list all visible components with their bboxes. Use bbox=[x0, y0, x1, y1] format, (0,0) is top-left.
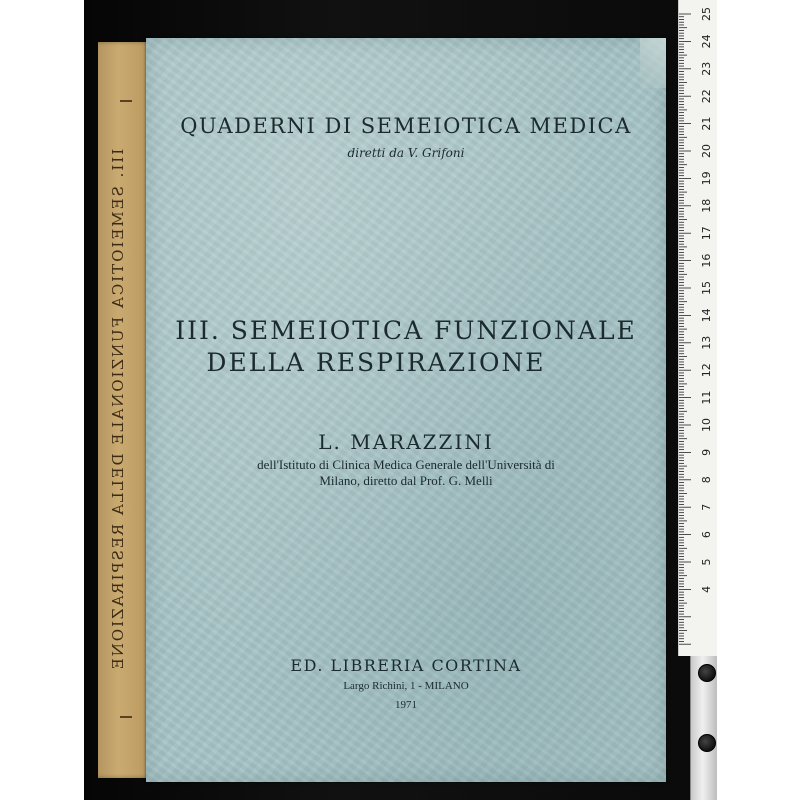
ruler-label: 25 bbox=[700, 7, 713, 21]
ruler-label: 9 bbox=[700, 448, 713, 456]
ruler-label: 12 bbox=[700, 363, 713, 378]
screw-icon bbox=[698, 664, 716, 682]
book-cover bbox=[146, 38, 666, 782]
ruler-label: 8 bbox=[700, 476, 713, 484]
book-title-line-1: III. SEMEIOTICA FUNZIONALE bbox=[175, 316, 637, 345]
ruler-label: 16 bbox=[700, 253, 713, 268]
author-affiliation-line-2: Milano, diretto dal Prof. G. Melli bbox=[319, 473, 493, 488]
ruler-label: 15 bbox=[700, 281, 713, 295]
ruler-label: 6 bbox=[700, 531, 713, 539]
measuring-ruler bbox=[678, 0, 717, 656]
publisher-name: ED. LIBRERIA CORTINA bbox=[290, 656, 522, 675]
ruler-label: 11 bbox=[700, 390, 713, 405]
ruler-label: 24 bbox=[700, 34, 713, 49]
screw-icon bbox=[698, 734, 716, 752]
ruler-label: 22 bbox=[700, 89, 713, 104]
ruler-label: 20 bbox=[700, 144, 713, 158]
ruler-label: 21 bbox=[700, 116, 713, 131]
ruler-label: 14 bbox=[700, 308, 713, 323]
ruler-scale bbox=[679, 0, 717, 656]
book-title-line-2: DELLA RESPIRAZIONE bbox=[206, 348, 546, 377]
cover-worn-corner bbox=[640, 38, 666, 88]
author-name: L. MARAZZINI bbox=[318, 430, 494, 454]
ruler-label: 7 bbox=[700, 503, 713, 511]
publication-year: 1971 bbox=[395, 699, 417, 711]
spine-title-text: III. SEMEIOTICA FUNZIONALE DELLA RESPIRAZIONE bbox=[109, 148, 127, 672]
author-affiliation-line-1: dell'Istituto di Clinica Medica Generale dell'Università di bbox=[257, 457, 555, 472]
publisher-address: Largo Richini, 1 - MILANO bbox=[343, 680, 469, 692]
spine-mark bbox=[120, 716, 132, 718]
series-title: QUADERNI DI SEMEIOTICA MEDICA bbox=[180, 114, 632, 138]
ruler-label: 13 bbox=[700, 335, 713, 350]
ruler-label: 18 bbox=[700, 198, 713, 213]
ruler-label: 4 bbox=[700, 585, 713, 593]
ruler-label: 23 bbox=[700, 61, 713, 76]
series-editor: diretti da V. Grifoni bbox=[347, 146, 465, 160]
ruler-label: 5 bbox=[700, 558, 713, 566]
spine-mark bbox=[120, 100, 132, 102]
ruler-label: 10 bbox=[700, 418, 713, 432]
ruler-label: 17 bbox=[700, 226, 713, 241]
ruler-label: 19 bbox=[700, 171, 713, 186]
